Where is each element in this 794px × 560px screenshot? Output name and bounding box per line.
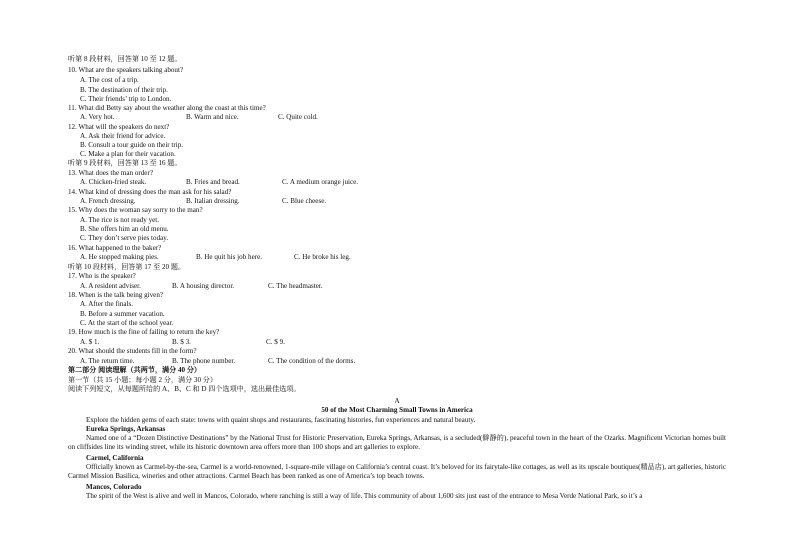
carmel-heading: Carmel, California <box>86 454 144 462</box>
q11-option-a: A. Very hot. <box>80 113 115 121</box>
q20-option-c: C. The condition of the dorms. <box>268 357 356 365</box>
question-15: 15. Why does the woman say sorry to the man? <box>68 206 203 214</box>
question-13: 13. What does the man order? <box>68 169 153 177</box>
question-19: 19. How much is the fine of failing to return the key? <box>68 328 220 336</box>
q14-option-c: C. Blue cheese. <box>282 197 327 205</box>
reading-section-header: 第一节（共 15 小题；每小题 2 分，满分 30 分） <box>68 376 217 384</box>
q20-option-b: B. The phone number. <box>172 357 236 365</box>
reading-part-header: 第二部分 阅读理解（共两节，满分 40 分） <box>68 366 202 374</box>
q17-option-b: B. A housing director. <box>172 282 235 290</box>
eureka-paragraph: Named one of a “Dozen Distinctive Destinations” by the National Trust for Historic Preservation, Eureka Springs, Arkansas, is a secluded(僻静的), peaceful town in the heart of the Ozarks. Magnificent Victorian homes built on cliffsides line its winding street, while its historic downtown area offers more than 100 shops and art galleries to explore. <box>68 434 726 452</box>
q13-option-b: B. Fries and bread. <box>186 178 240 186</box>
q18-option-a: A. After the finals. <box>80 300 133 308</box>
q18-option-c: C. At the start of the school year. <box>80 319 174 327</box>
carmel-paragraph: Officially known as Carmel-by-the-sea, Carmel is a world-renowned, 1-square-mile village on California’s central coast. It’s beloved for its fairytale-like cottages, as well as its upscale boutiques(精品店), art galleries, historic Carmel Mission Basilica, wineries and other attractions. Carmel Beach has been ranked as one of America’s top beach towns. <box>68 463 726 481</box>
q19-option-c: C. $ 9. <box>266 338 285 346</box>
question-12: 12. What will the speakers do next? <box>68 123 170 131</box>
passage-letter: A <box>394 397 400 405</box>
q19-option-a: A. $ 1. <box>80 338 100 346</box>
question-14: 14. What kind of dressing does the man ask for his salad? <box>68 188 232 196</box>
q17-option-c: C. The headmaster. <box>268 282 323 290</box>
q13-option-c: C. A medium orange juice. <box>282 178 359 186</box>
q17-option-a: A. A resident adviser. <box>80 282 141 290</box>
q11-option-c: C. Quite cold. <box>278 113 318 121</box>
q19-option-b: B. $ 3. <box>172 338 191 346</box>
q15-option-b: B. She offers him an old menu. <box>80 225 169 233</box>
q16-option-c: C. He broke his leg. <box>294 253 351 261</box>
question-10: 10. What are the speakers talking about? <box>68 66 184 74</box>
question-16: 16. What happened to the baker? <box>68 244 162 252</box>
q10-option-a: A. The cost of a trip. <box>80 76 139 84</box>
q12-option-c: C. Make a plan for their vacation. <box>80 150 176 158</box>
question-18: 18. When is the talk being given? <box>68 291 164 299</box>
q14-option-b: B. Italian dressing. <box>186 197 240 205</box>
question-20: 20. What should the students fill in the form? <box>68 347 197 355</box>
q11-option-b: B. Warm and nice. <box>186 113 239 121</box>
q15-option-c: C. They don’t serve pies today. <box>80 234 169 242</box>
q10-option-c: C. Their friends’ trip to London. <box>80 95 172 103</box>
question-17: 17. Who is the speaker? <box>68 272 136 280</box>
q16-option-b: B. He quit his job here. <box>196 253 263 261</box>
section-9-header: 听第 9 段材料，回答第 13 至 16 题。 <box>68 159 182 167</box>
eureka-heading: Eureka Springs, Arkansas <box>86 425 166 433</box>
mancos-paragraph: The spirit of the West is alive and well in Mancos, Colorado, where ranching is still a way of life. This community of about 1,600 sits just east of the entrance to Mesa Verde National Park, so it’s a <box>86 492 643 500</box>
q13-option-a: A. Chicken-fried steak. <box>80 178 147 186</box>
section-8-header: 听第 8 段材料，回答第 10 至 12 题。 <box>68 55 182 63</box>
passage-intro: Explore the hidden gems of each state: towns with quaint shops and restaurants, fascinating histories, fun experiences and natural beauty. <box>86 416 476 424</box>
q10-option-b: B. The destination of their trip. <box>80 86 168 94</box>
section-10-header: 听第 10 段材料，回答第 17 至 20 题。 <box>68 263 186 271</box>
q18-option-b: B. Before a summer vacation. <box>80 310 165 318</box>
q16-option-a: A. He stopped making pies. <box>80 253 159 261</box>
reading-instruction: 阅读下列短文，从每题所给的 A、B、C 和 D 四个选项中，选出最佳选项。 <box>68 385 301 393</box>
q12-option-a: A. Ask their friend for advice. <box>80 132 166 140</box>
question-11: 11. What did Betty say about the weather along the coast at this time? <box>68 104 266 112</box>
q14-option-a: A. French dressing. <box>80 197 136 205</box>
mancos-heading: Mancos, Colorado <box>86 483 142 491</box>
q12-option-b: B. Consult a tour guide on their trip. <box>80 141 184 149</box>
passage-title: 50 of the Most Charming Small Towns in America <box>321 406 473 414</box>
q15-option-a: A. The rice is not ready yet. <box>80 216 160 224</box>
q20-option-a: A. The return time. <box>80 357 135 365</box>
